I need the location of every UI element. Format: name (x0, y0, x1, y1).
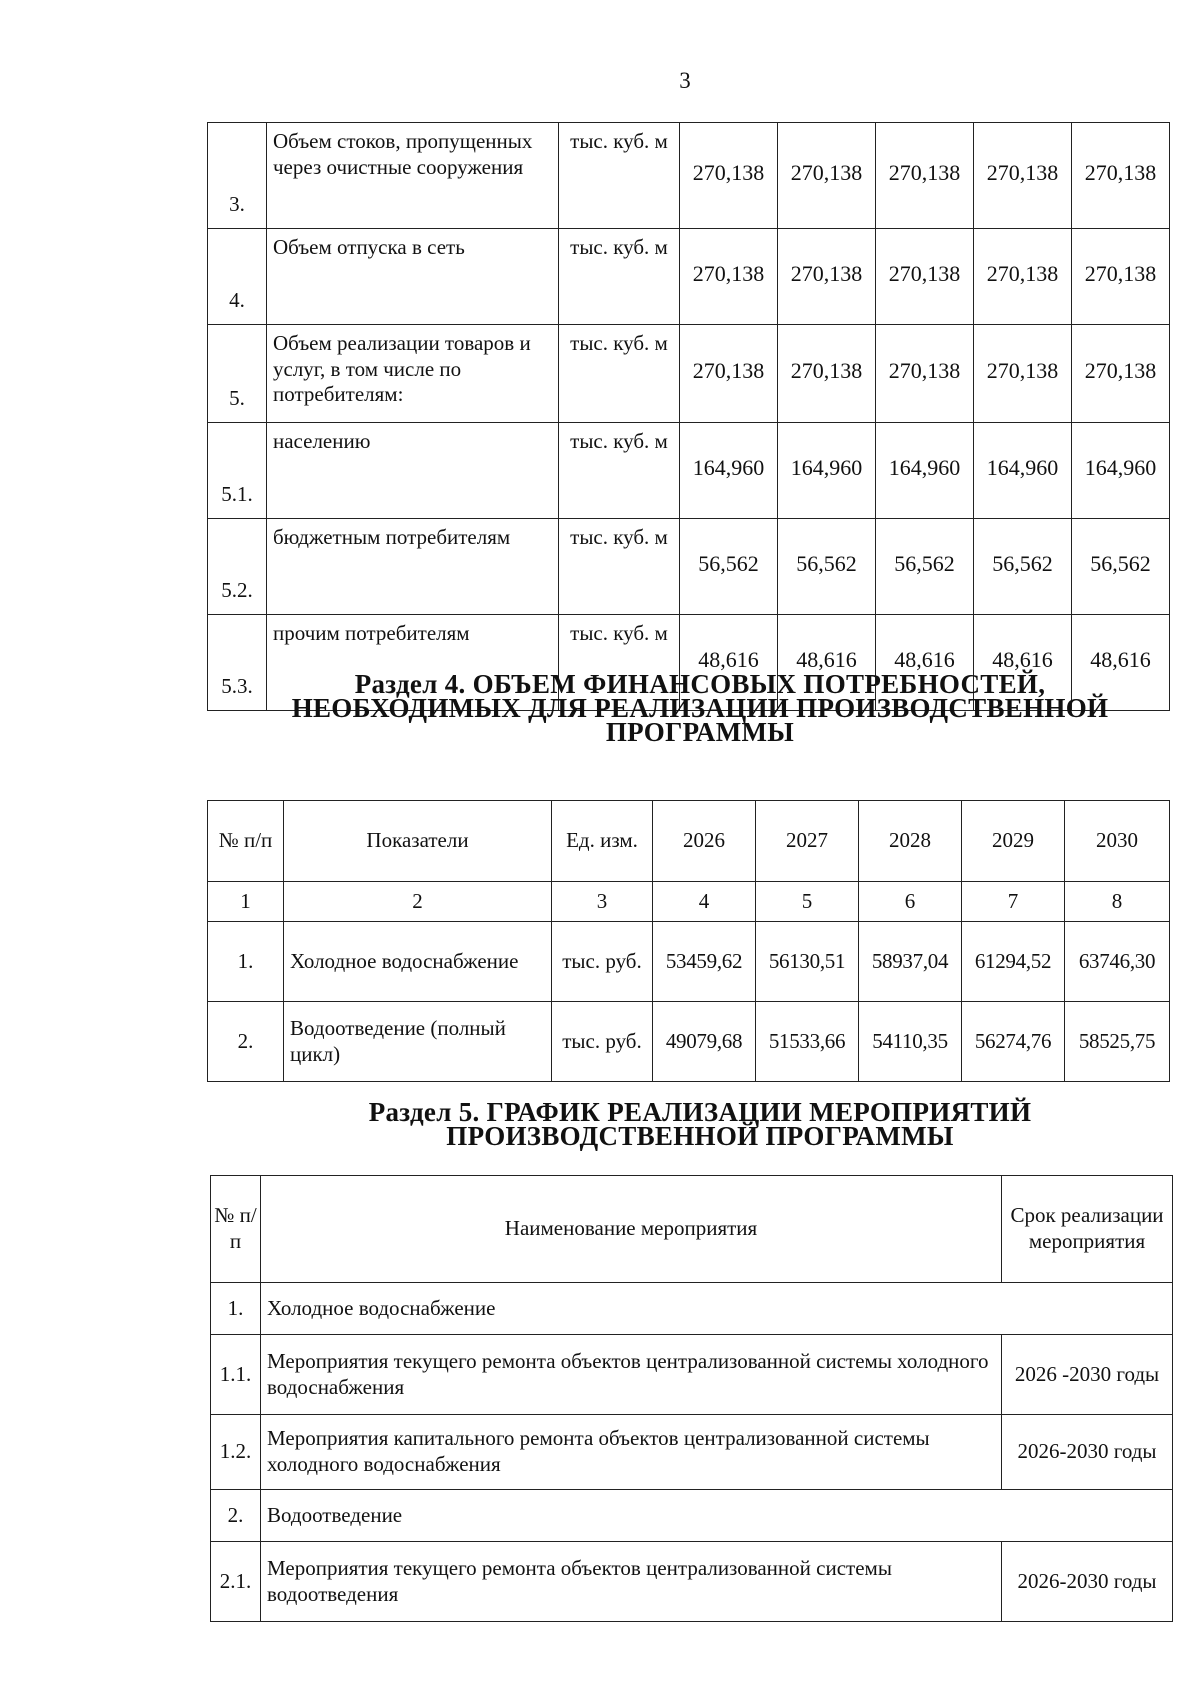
column-number: 5 (756, 882, 859, 922)
section-5-title (230, 1097, 1170, 1151)
row-name: Холодное водоснабжение (261, 1283, 1173, 1335)
row-unit: тыс. руб. (552, 922, 653, 1002)
section-4-title-line: Раздел 4. ОБЪЕМ ФИНАНСОВЫХ ПОТРЕБНОСТЕЙ, (354, 669, 1046, 699)
section-4-title-line: ПРОГРАММЫ (605, 717, 795, 747)
row-number: 1. (211, 1283, 261, 1335)
row-number: 5.1. (208, 423, 267, 519)
value-cell: 54110,35 (859, 1002, 962, 1082)
row-name: Мероприятия текущего ремонта объектов централизованной системы холодного водоснабжения (261, 1335, 1002, 1415)
table-row (208, 123, 1170, 229)
column-header: 2026 (653, 801, 756, 882)
table-row (208, 325, 1170, 423)
value-cell: 51533,66 (756, 1002, 859, 1082)
row-name: Мероприятия текущего ремонта объектов централизованной системы водоотведения (261, 1542, 1002, 1622)
table-row (208, 922, 1170, 1002)
value-cell: 49079,68 (653, 1002, 756, 1082)
row-number: 2.1. (211, 1542, 261, 1622)
column-number: 3 (552, 882, 653, 922)
column-number: 7 (962, 882, 1065, 922)
value-cell: 58525,75 (1065, 1002, 1170, 1082)
column-header: Ед. изм. (552, 801, 653, 882)
row-term: 2026-2030 годы (1002, 1542, 1173, 1622)
value-cell: 270,138 (778, 229, 876, 325)
value-cell: 270,138 (876, 123, 974, 229)
value-cell: 56,562 (680, 519, 778, 615)
row-name: бюджетным потребителям (267, 519, 559, 615)
column-header: № п/п (211, 1176, 261, 1283)
value-cell: 270,138 (680, 325, 778, 423)
row-number: 5. (208, 325, 267, 423)
column-number: 4 (653, 882, 756, 922)
table-row (211, 1542, 1173, 1622)
value-cell: 48,616 (876, 615, 974, 711)
value-cell: 48,616 (1072, 615, 1170, 711)
row-name: Объем отпуска в сеть (267, 229, 559, 325)
row-name: прочим потребителям (267, 615, 559, 711)
financial-needs-table (207, 800, 1170, 1082)
table-row (211, 1283, 1173, 1335)
value-cell: 270,138 (1072, 325, 1170, 423)
value-cell: 58937,04 (859, 922, 962, 1002)
row-name: Водоотведение (261, 1490, 1173, 1542)
page-number: 3 (679, 68, 691, 93)
table-row (208, 229, 1170, 325)
value-cell: 270,138 (876, 325, 974, 423)
row-name: Объем стоков, пропущенных через очистные сооружения (267, 123, 559, 229)
row-unit: тыс. куб. м (559, 229, 680, 325)
row-number: 1.1. (211, 1335, 261, 1415)
header-row (208, 801, 1170, 882)
table-row (211, 1335, 1173, 1415)
value-cell: 53459,62 (653, 922, 756, 1002)
value-cell: 63746,30 (1065, 922, 1170, 1002)
value-cell: 270,138 (778, 123, 876, 229)
value-cell: 164,960 (1072, 423, 1170, 519)
value-cell: 164,960 (876, 423, 974, 519)
column-header: Наименование мероприятия (261, 1176, 1002, 1283)
column-header: Показатели (284, 801, 552, 882)
row-name: населению (267, 423, 559, 519)
value-cell: 61294,52 (962, 922, 1065, 1002)
schedule-table (210, 1175, 1173, 1622)
value-cell: 164,960 (680, 423, 778, 519)
row-number: 4. (208, 229, 267, 325)
row-number: 1. (208, 922, 284, 1002)
value-cell: 164,960 (974, 423, 1072, 519)
column-number: 6 (859, 882, 962, 922)
value-cell: 270,138 (1072, 229, 1170, 325)
value-cell: 270,138 (1072, 123, 1170, 229)
column-number: 1 (208, 882, 284, 922)
value-cell: 56,562 (1072, 519, 1170, 615)
column-number: 8 (1065, 882, 1170, 922)
value-cell: 270,138 (778, 325, 876, 423)
table-row (208, 519, 1170, 615)
column-header: 2029 (962, 801, 1065, 882)
value-cell: 270,138 (680, 229, 778, 325)
row-number: 5.2. (208, 519, 267, 615)
column-header: № п/п (208, 801, 284, 882)
value-cell: 270,138 (974, 325, 1072, 423)
column-header: 2028 (859, 801, 962, 882)
column-number: 2 (284, 882, 552, 922)
row-name: Мероприятия капитального ремонта объектов централизованной системы холодного водоснабжения (261, 1415, 1002, 1490)
column-header: 2030 (1065, 801, 1170, 882)
row-name: Водоотведение (полный цикл) (284, 1002, 552, 1082)
production-volume-table (207, 122, 1170, 711)
row-unit: тыс. куб. м (559, 519, 680, 615)
section-4-title-line: НЕОБХОДИМЫХ ДЛЯ РЕАЛИЗАЦИИ ПРОИЗВОДСТВЕННОЙ (291, 693, 1109, 723)
value-cell: 270,138 (876, 229, 974, 325)
value-cell: 48,616 (680, 615, 778, 711)
table-row (211, 1415, 1173, 1490)
column-header: 2027 (756, 801, 859, 882)
value-cell: 48,616 (778, 615, 876, 711)
value-cell: 270,138 (680, 123, 778, 229)
section-5-title-line: Раздел 5. ГРАФИК РЕАЛИЗАЦИИ МЕРОПРИЯТИЙ (368, 1097, 1032, 1127)
value-cell: 56,562 (778, 519, 876, 615)
table-row (208, 423, 1170, 519)
value-cell: 56130,51 (756, 922, 859, 1002)
row-unit: тыс. куб. м (559, 123, 680, 229)
row-number: 2. (211, 1490, 261, 1542)
row-number: 5.3. (208, 615, 267, 711)
value-cell: 270,138 (974, 229, 1072, 325)
value-cell: 56,562 (974, 519, 1072, 615)
column-number-row (208, 882, 1170, 922)
value-cell: 56274,76 (962, 1002, 1065, 1082)
value-cell: 164,960 (778, 423, 876, 519)
header-row (211, 1176, 1173, 1283)
row-unit: тыс. куб. м (559, 325, 680, 423)
value-cell: 48,616 (974, 615, 1072, 711)
row-term: 2026 -2030 годы (1002, 1335, 1173, 1415)
row-number: 1.2. (211, 1415, 261, 1490)
section-4-title (230, 669, 1170, 747)
row-number: 2. (208, 1002, 284, 1082)
row-term: 2026-2030 годы (1002, 1415, 1173, 1490)
row-number: 3. (208, 123, 267, 229)
row-unit: тыс. куб. м (559, 423, 680, 519)
column-header: Срок реализации мероприятия (1002, 1176, 1173, 1283)
row-name: Объем реализации товаров и услуг, в том числе по потребителям: (267, 325, 559, 423)
table-row (211, 1490, 1173, 1542)
row-name: Холодное водоснабжение (284, 922, 552, 1002)
value-cell: 270,138 (974, 123, 1072, 229)
row-unit: тыс. куб. м (559, 615, 680, 711)
table-row (208, 1002, 1170, 1082)
row-unit: тыс. руб. (552, 1002, 653, 1082)
section-5-title-line: ПРОИЗВОДСТВЕННОЙ ПРОГРАММЫ (446, 1121, 954, 1151)
value-cell: 56,562 (876, 519, 974, 615)
